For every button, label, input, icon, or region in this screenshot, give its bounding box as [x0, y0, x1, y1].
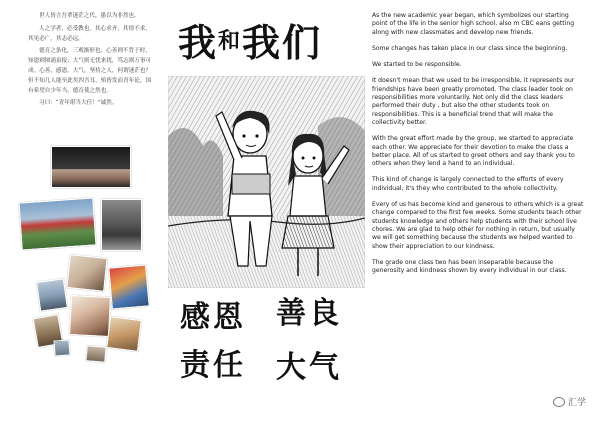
class-activity-photo: [108, 264, 150, 309]
chat-bubble-icon: [553, 397, 565, 407]
essay-paragraph: As the new academic year began, which symbolizes our starting point of the life in the senior high school, also m CBC eans getting along with new classmates and develop new friends.: [372, 12, 575, 36]
calligraphy-generosity: 大气: [276, 350, 342, 385]
students-sketch-illustration: [168, 76, 365, 288]
students-sitting-photo: [69, 295, 111, 337]
class-group-photo-field: [18, 197, 96, 250]
english-essay: [372, 12, 584, 283]
title-right: 我们: [242, 20, 323, 65]
essay-paragraph: 习曰：“青年堪当大任！”诚然。: [39, 100, 118, 107]
page-title: [178, 12, 354, 64]
small-photo: [53, 339, 70, 356]
school-building-photo: [101, 199, 142, 251]
essay-paragraph: With the great effort made by the group, we started to appreciate each other. We appreciate for their devotion to make the class a better place. All of us started to greet others and say thank you to others when they lend a hand to an individual.: [372, 135, 575, 168]
class-group-photo-dark: [51, 146, 131, 188]
watermark: [553, 395, 586, 408]
essay-paragraph: 人之学者，必受教也。其心求齐，其情不求，其见必广，其志必远。: [28, 25, 151, 42]
essay-paragraph: We started to be responsible.: [372, 61, 462, 69]
essay-paragraph: 德育之条化，三观渐形也；心善则不背于时，知恩则图涌泉报；大气则无忧来扰，笃志则万事可成。心善，感恩，大气，坚持之人，何谓迷茫也？但不知几人能至此矣四吾耳，殆皆发而青年论，国有希望自少年当，德育使之然也。: [28, 48, 152, 94]
title-left: 我: [178, 20, 219, 65]
calligraphy-responsibility: 责任: [180, 348, 246, 383]
essay-paragraph: It doesn't mean that we used to be irresponsible, it represents our friendships have been greatly promoted. The class leader took on responsibilities more voluntarily. Not only did the class leaders performed their duty , but also the other students took on responsibilities. This is a beneficial trend that will make the collectivity better.: [372, 77, 575, 126]
chinese-essay: [28, 12, 156, 112]
essay-paragraph: The grade one class two has been inseparable because the generosity and kindness shown by every individual in our class.: [372, 258, 567, 275]
student-photo: [66, 254, 107, 292]
calligraphy-gratitude: 感恩: [180, 300, 246, 335]
title-connector: 和: [218, 28, 243, 54]
essay-paragraph: This kind of change is largely connected to the efforts of every individual, it's they who contributed to the whole collectivity.: [372, 176, 564, 192]
essay-paragraph: Every of us has become kind and generous to others which is a great change compared to the first few weeks. Some students teach other students knowledge and others help students with their school live chores. We are glad to help other for nothing in return, but usually we will get something because the students we helped wanted to show their appreciation to our kindness.: [372, 201, 584, 250]
essay-paragraph: Some changes has taken place in our class since the beginning.: [372, 44, 568, 52]
small-photo: [85, 345, 106, 363]
classroom-photo: [36, 278, 68, 312]
essay-paragraph: 世人皆言吾辈迷茫之代，愚以为非然也。: [39, 13, 140, 19]
event-photo: [106, 316, 142, 352]
calligraphy-kindness: 善良: [276, 296, 342, 331]
watermark-text: 汇学: [567, 398, 586, 408]
